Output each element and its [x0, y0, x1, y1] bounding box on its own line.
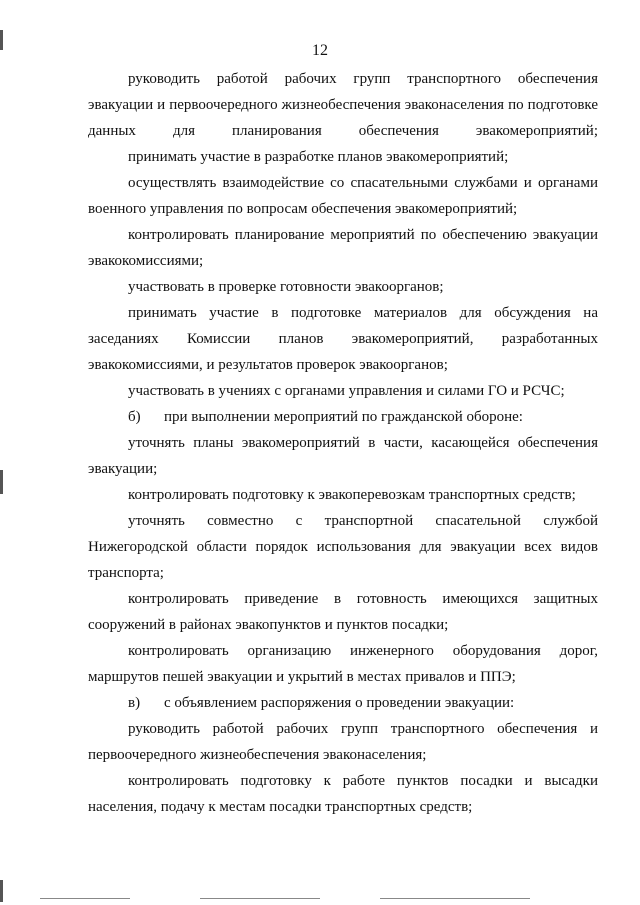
paragraph-refine-transport-use [88, 508, 598, 586]
paragraph-text: контролировать подготовку к эвакоперевозкам транспортных средств; [128, 487, 576, 503]
list-marker: в) [128, 695, 141, 711]
list-heading-b [88, 404, 598, 430]
scan-edge-mark-middle [0, 470, 3, 494]
paragraph-participate-exercises [88, 378, 598, 404]
scan-edge-mark-bottom [0, 880, 3, 902]
list-marker: б) [128, 409, 141, 425]
paragraph-control-transport-prep [88, 482, 598, 508]
paragraph-text: принимать участие в разработке планов эвакомероприятий; [128, 149, 509, 165]
list-heading-text: с объявлением распоряжения о проведении эвакуации: [164, 695, 515, 711]
list-heading-v [88, 690, 598, 716]
paragraph-text: участвовать в учениях с органами управления и силами ГО и РСЧС; [128, 383, 565, 399]
paragraph-text: уточнять совместно с транспортной спасательной службой Нижегородской области порядок использования для эвакуации всех видов транспорта; [88, 513, 598, 581]
paragraph-text: контролировать приведение в готовность имеющихся защитных сооружений в районах эвакопунктов и пунктов посадки; [88, 591, 598, 633]
paragraph-participate-planning [88, 144, 598, 170]
paragraph-lead-work-groups [88, 716, 598, 768]
paragraph-check-readiness [88, 274, 598, 300]
paragraph-text: контролировать подготовку к работе пунктов посадки и высадки населения, подачу к местам посадки транспортных средств; [88, 773, 598, 815]
page-number: 12 [312, 42, 328, 59]
scan-bottom-line [380, 898, 530, 899]
paragraph-text: осуществлять взаимодействие со спасательными службами и органами военного управления по вопросам обеспечения эвакомероприятий; [88, 175, 598, 217]
paragraph-text: участвовать в проверке готовности эвакоорганов; [128, 279, 444, 295]
document-body [88, 66, 598, 820]
paragraph-control-shelters [88, 586, 598, 638]
list-heading-text: при выполнении мероприятий по гражданской обороне: [164, 409, 523, 425]
scan-bottom-line [200, 898, 320, 899]
paragraph-control-boarding-points [88, 768, 598, 820]
paragraph-control-planning [88, 222, 598, 274]
paragraph-text: контролировать планирование мероприятий по обеспечению эвакуации эвакокомиссиями; [88, 227, 598, 269]
paragraph-text: принимать участие в подготовке материалов для обсуждения на заседаниях Комиссии планов эвакомероприятий, разработанных эвакокомиссиями, и результатов проверок эвакоорганов; [88, 305, 598, 373]
paragraph-control-engineering [88, 638, 598, 690]
paragraph-interaction-services [88, 170, 598, 222]
paragraph-text: руководить работой рабочих групп транспортного обеспечения эвакуации и первоочередного жизнеобеспечения эваконаселения по подготовке данных для планирования обеспечения эвакомероприятий; [88, 71, 598, 139]
paragraph-text: руководить работой рабочих групп транспортного обеспечения и первоочередного жизнеобеспечения эваконаселения; [88, 721, 598, 763]
paragraph-prepare-materials [88, 300, 598, 378]
paragraph-refine-plans [88, 430, 598, 482]
paragraph-text: контролировать организацию инженерного оборудования дорог, маршрутов пешей эвакуации и укрытий в местах привалов и ППЭ; [88, 643, 598, 685]
paragraph-lead-evacuation-transport [88, 66, 598, 144]
scan-bottom-line [40, 898, 130, 899]
paragraph-text: уточнять планы эвакомероприятий в части, касающейся обеспечения эвакуации; [88, 435, 598, 477]
